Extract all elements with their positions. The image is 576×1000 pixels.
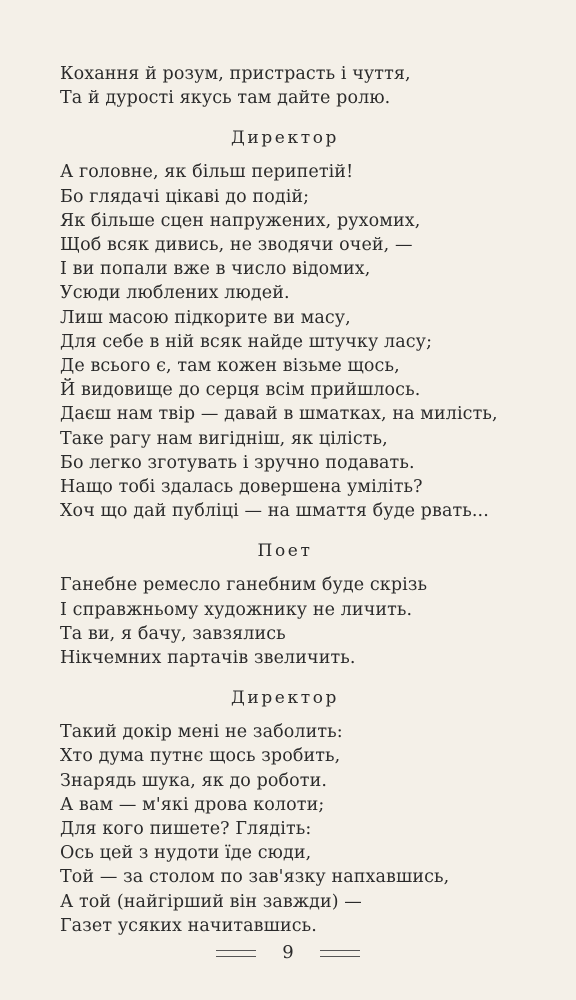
verse-line: Бо глядачі цікаві до подій; — [60, 186, 310, 207]
speaker-name: Директор — [230, 128, 340, 149]
verse-block — [60, 62, 530, 110]
verse-line: Знарядь шука, як до роботи. — [60, 770, 328, 791]
verse-block — [60, 686, 530, 938]
verse-line: Нікчемних партачів звеличить. — [60, 648, 356, 669]
verse-line: Щоб всяк дивись, не зводячи очей, — — [60, 235, 413, 256]
verse-line: Для кого пишете? Глядіть: — [60, 819, 312, 840]
verse-line: А головне, як більш перипетій! — [60, 162, 354, 183]
verse-line: А вам — м'які дрова колоти; — [60, 794, 325, 815]
footer-rule-left — [216, 950, 256, 957]
footer-rule-right — [320, 950, 360, 957]
verse-line: І справжньому художнику не личить. — [60, 599, 413, 620]
speaker-name: Поет — [257, 541, 313, 562]
verse-line: Усюди люблених людей. — [60, 283, 290, 304]
verse-line: Лиш масою підкорите ви масу, — [60, 307, 351, 328]
verse-line: Такий докір мені не заболить: — [60, 722, 343, 743]
verse-line: Ганебне ремесло ганебним буде скрізь — [60, 575, 428, 596]
verse-line: Газет усяких начитавшись. — [60, 915, 317, 936]
verse-line: Для себе в ній всяк найде штучку ласу; — [60, 331, 433, 352]
page-footer — [0, 940, 576, 966]
verse-line: І ви попали вже в число відомих, — [60, 259, 371, 280]
verse-line: Хоч що дай публіці — на шмаття буде рвать... — [60, 501, 489, 522]
verse-line: Та ви, я бачу, завзялись — [60, 623, 286, 644]
verse-block — [60, 539, 530, 670]
verse-line: Кохання й розум, пристрасть і чуття, — [60, 64, 411, 84]
verse-line: Й видовище до серця всім прийшлось. — [60, 380, 421, 401]
verse-block — [60, 126, 530, 523]
page-number: 9 — [282, 942, 294, 963]
verse-line: Та й дурості якусь там дайте ролю. — [60, 88, 391, 109]
verse-line: Бо легко зготувать і зручно подавать. — [60, 452, 415, 473]
verse-line: Той — за столом по зав'язку напхавшись, — [60, 867, 450, 888]
speaker-name: Директор — [230, 688, 340, 709]
verse-line: Нащо тобі здалась довершена уміліть? — [60, 477, 423, 498]
verse-line: Даєш нам твір — давай в шматках, на милість, — [60, 404, 498, 425]
verse-line: А той (найгірший він завжди) — — [60, 891, 362, 912]
verse-line: Таке рагу нам вигідніш, як цілість, — [60, 428, 388, 449]
verse-line: Ось цей з нудоти їде сюди, — [60, 843, 312, 864]
verse-line: Хто дума путнє щось зробить, — [60, 746, 341, 767]
verse-line: Як більше сцен напружених, рухомих, — [60, 210, 421, 231]
verse-line: Де всього є, там кожен візьме щось, — [60, 356, 400, 377]
poem-text — [60, 62, 530, 938]
